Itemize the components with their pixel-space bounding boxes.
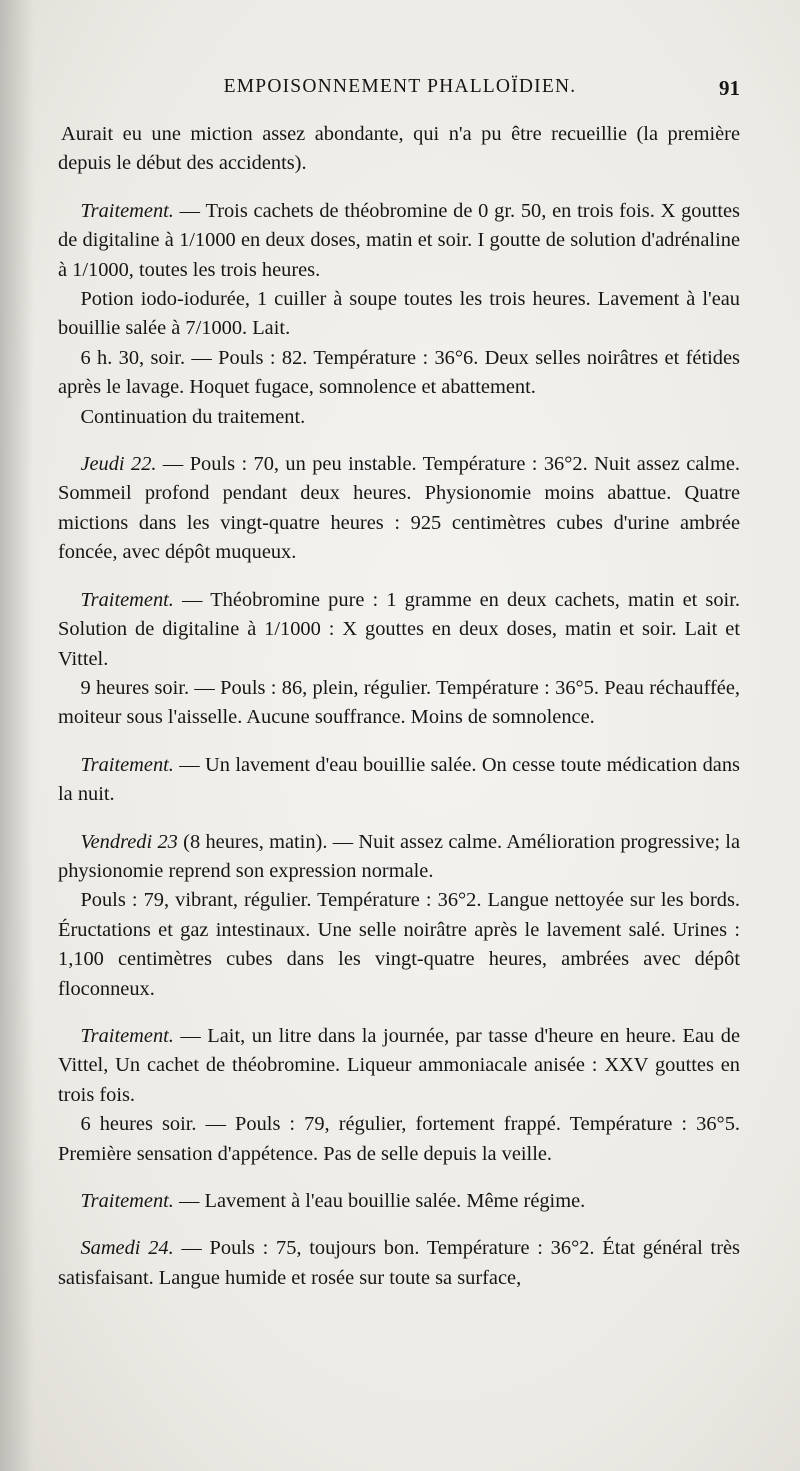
paragraph: Traitement. — Lavement à l'eau bouillie salée. Même régime. <box>80 1190 586 1212</box>
paragraph-lead: Traitement. <box>80 588 174 611</box>
paragraph: Aurait eu une miction assez abondante, qui n'a pu être recueillie (la première depuis le début des accidents). <box>58 123 740 175</box>
paragraph: Continuation du traitement. <box>80 405 306 428</box>
paragraph-lead: Jeudi 22. <box>80 453 157 476</box>
page-number: 91 <box>719 76 740 100</box>
paragraph: Jeudi 22. — Pouls : 70, un peu instable. Température : 36°2. Nuit assez calme. Sommeil profond pendant deux heures. Physionomie moins abattue. Quatre mictions dans les vingt-quatre heures : 925 centimètres cubes d'urine ambrée foncée, avec dépôt muqueux. <box>58 453 740 564</box>
paragraph: 9 heures soir. — Pouls : 86, plein, régulier. Température : 36°5. Peau réchauffée, moiteur sous l'aisselle. Aucune souffrance. Moins de somnolence. <box>58 676 740 729</box>
paragraph: 6 heures soir. — Pouls : 79, régulier, fortement frappé. Température : 36°5. Première sensation d'appétence. Pas de selle depuis la veille. <box>58 1113 740 1165</box>
paragraph-lead: Traitement. <box>80 753 174 776</box>
paragraph: Traitement. — Théobromine pure : 1 gramme en deux cachets, matin et soir. Solution de digitaline à 1/1000 : X gouttes en deux doses, matin et soir. Lait et Vittel. <box>58 588 740 670</box>
paragraph-lead: Traitement. <box>80 199 174 222</box>
paragraph-lead: Samedi 24. <box>80 1237 174 1260</box>
body-text <box>58 120 740 1293</box>
paragraph: Traitement. — Lait, un litre dans la journée, par tasse d'heure en heure. Eau de Vittel, Un cachet de théobromine. Liqueur ammoniacale anisée : XXV gouttes en trois fois. <box>58 1024 740 1106</box>
page-edge-shadow <box>0 0 34 1471</box>
paragraph-lead: Traitement. <box>80 1024 174 1047</box>
paragraph: Potion iodo-iodurée, 1 cuiller à soupe toutes les trois heures. Lavement à l'eau bouillie salée à 7/1000. Lait. <box>58 288 740 340</box>
paragraph: Vendredi 23 (8 heures, matin). — Nuit assez calme. Amélioration progressive; la physionomie reprend son expression normale. <box>58 830 741 882</box>
paragraph: 6 h. 30, soir. — Pouls : 82. Température : 36°6. Deux selles noirâtres et fétides après le lavage. Hoquet fugace, somnolence et abattement. <box>58 346 740 399</box>
paragraph-lead: Traitement. <box>80 1190 174 1212</box>
running-title: EMPOISONNEMENT PHALLOÏDIEN. <box>223 76 577 97</box>
paragraph: Traitement. — Un lavement d'eau bouillie salée. On cesse toute médication dans la nuit. <box>58 753 740 806</box>
paragraph: Samedi 24. — Pouls : 75, toujours bon. Température : 36°2. État général très satisfaisant. Langue humide et rosée sur toute sa surface, <box>58 1237 740 1289</box>
page-header <box>60 76 740 108</box>
paragraph: Pouls : 79, vibrant, régulier. Température : 36°2. Langue nettoyée sur les bords. Éructations et gaz intestinaux. Une selle noirâtre après le lavement salé. Urines : 1,100 centimètres cubes dans les vingt-quatre heures, ambrées avec dépôt floconneux. <box>58 889 740 1000</box>
paragraph-lead: Vendredi 23 <box>80 830 178 853</box>
paragraph: Traitement. — Trois cachets de théobromine de 0 gr. 50, en trois fois. X gouttes de digitaline à 1/1000 en deux doses, matin et soir. I goutte de solution d'adrénaline à 1/1000, toutes les trois heures. <box>58 199 740 281</box>
